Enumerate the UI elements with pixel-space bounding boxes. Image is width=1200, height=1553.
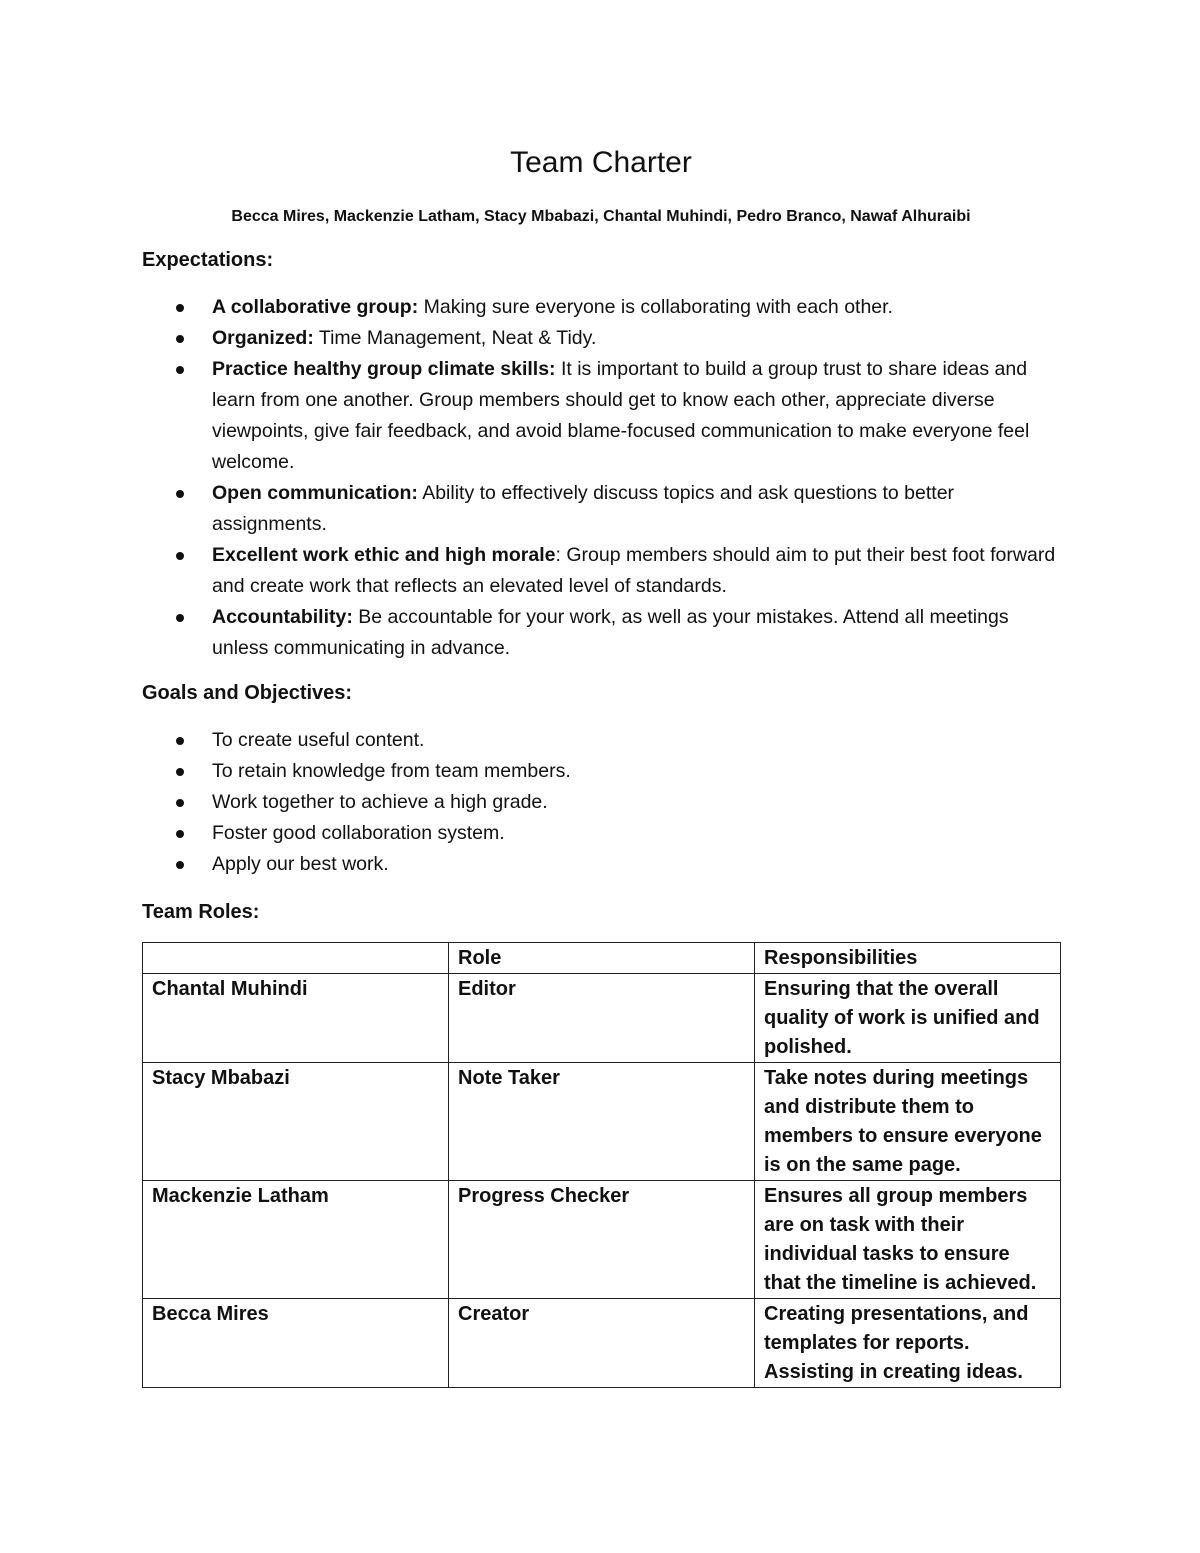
- item-text: Ability to effectively discuss topics and ask questions to better assignments.: [212, 482, 955, 535]
- member-responsibilities: Creating presentations, and templates for reports. Assisting in creating ideas.: [755, 1299, 1061, 1388]
- item-term: Open communication:: [212, 482, 418, 504]
- list-item: [142, 602, 1060, 664]
- list-item: To create useful content.: [142, 725, 1060, 756]
- member-role: Note Taker: [449, 1063, 755, 1181]
- member-responsibilities: Ensures all group members are on task with their individual tasks to ensure that the timeline is achieved.: [755, 1181, 1061, 1299]
- item-text: It is important to build a group trust to share ideas and learn from one another. Group members should get to know each other, appreciate diverse viewpoints, give fair feedback, and avoid blame-focused communication to make everyone feel welcome.: [212, 358, 1030, 473]
- item-text: Be accountable for your work, as well as your mistakes. Attend all meetings unless communicating in advance.: [212, 606, 1009, 659]
- member-name: Mackenzie Latham: [143, 1181, 449, 1299]
- list-item: To retain knowledge from team members.: [142, 756, 1060, 787]
- item-text: Time Management, Neat & Tidy.: [313, 327, 597, 349]
- member-role: Editor: [449, 974, 755, 1063]
- item-term: Organized:: [212, 327, 314, 349]
- item-text: : Group members should aim to put their best foot forward and create work that reflects an elevated level of standards.: [212, 544, 1056, 597]
- list-item: [142, 478, 1060, 540]
- expectations-heading: Expectations:: [142, 249, 274, 271]
- document-title: Team Charter: [510, 146, 692, 179]
- member-name: Stacy Mbabazi: [143, 1063, 449, 1181]
- list-item: Work together to achieve a high grade.: [142, 787, 1060, 818]
- list-item: Apply our best work.: [142, 849, 1060, 880]
- goals-list: [142, 725, 1060, 880]
- team-roles-table: [142, 942, 1061, 1388]
- list-item: [142, 354, 1060, 478]
- table-row: [143, 1063, 1061, 1181]
- member-name: Chantal Muhindi: [143, 974, 449, 1063]
- member-responsibilities: Take notes during meetings and distribute them to members to ensure everyone is on the same page.: [755, 1063, 1061, 1181]
- item-term: Accountability:: [212, 606, 353, 628]
- member-responsibilities: Ensuring that the overall quality of work is unified and polished.: [755, 974, 1061, 1063]
- author-list: Becca Mires, Mackenzie Latham, Stacy Mbabazi, Chantal Muhindi, Pedro Branco, Nawaf Alhuraibi: [231, 208, 971, 225]
- list-item: [142, 323, 1060, 354]
- list-item: Foster good collaboration system.: [142, 818, 1060, 849]
- column-header-role: Role: [449, 943, 755, 974]
- expectations-list: [142, 292, 1060, 664]
- member-name: Becca Mires: [143, 1299, 449, 1388]
- table-row: [143, 974, 1061, 1063]
- item-term: Excellent work ethic and high morale: [212, 544, 556, 566]
- column-header-name: [143, 943, 449, 974]
- table-row: [143, 1181, 1061, 1299]
- list-item: [142, 292, 1060, 323]
- item-term: Practice healthy group climate skills:: [212, 358, 556, 380]
- member-role: Progress Checker: [449, 1181, 755, 1299]
- goals-heading: Goals and Objectives:: [142, 682, 353, 704]
- item-text: Making sure everyone is collaborating with each other.: [418, 296, 893, 318]
- list-item: [142, 540, 1060, 602]
- item-term: A collaborative group:: [212, 296, 419, 318]
- member-role: Creator: [449, 1299, 755, 1388]
- column-header-responsibilities: Responsibilities: [755, 943, 1061, 974]
- table-header-row: [143, 943, 1061, 974]
- team-roles-heading: Team Roles:: [142, 901, 260, 923]
- table-row: [143, 1299, 1061, 1388]
